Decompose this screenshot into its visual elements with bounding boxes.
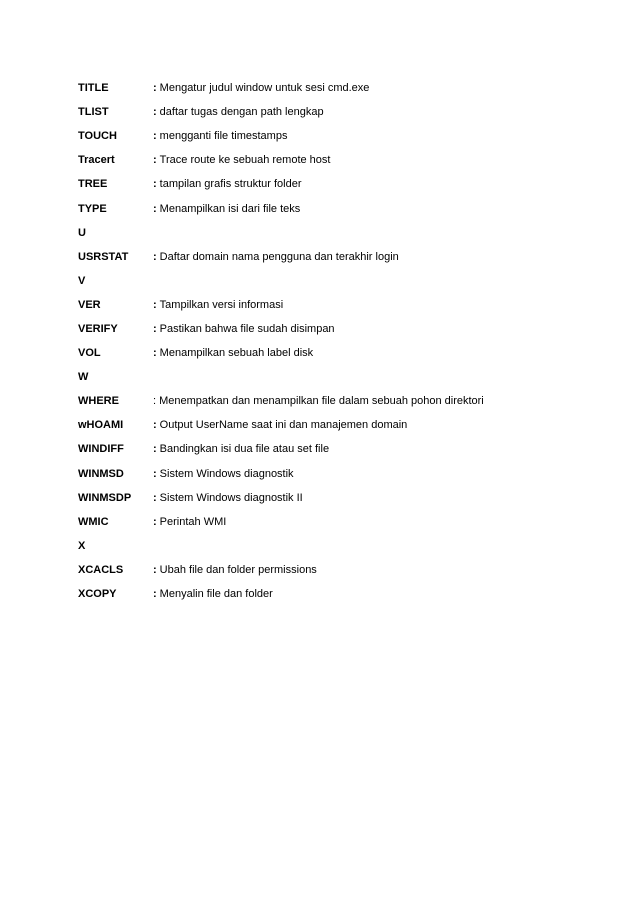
list-item bbox=[78, 437, 618, 461]
command-name: TREE bbox=[78, 178, 108, 191]
command-description: Mengatur judul window untuk sesi cmd.exe bbox=[159, 82, 370, 95]
list-item bbox=[78, 389, 618, 413]
command-list bbox=[78, 76, 618, 606]
command-description: Trace route ke sebuah remote host bbox=[159, 154, 331, 167]
section-letter-label: V bbox=[78, 274, 86, 287]
separator: : bbox=[153, 419, 157, 432]
separator: : bbox=[153, 515, 157, 528]
section-letter bbox=[78, 269, 618, 293]
list-item bbox=[78, 76, 618, 100]
section-letter-label: U bbox=[78, 226, 86, 239]
separator: : bbox=[153, 298, 157, 311]
separator: : bbox=[153, 443, 157, 456]
separator: : bbox=[153, 178, 157, 191]
command-description: Tampilkan versi informasi bbox=[159, 298, 284, 311]
separator: : bbox=[153, 322, 157, 335]
command-description: Bandingkan isi dua file atau set file bbox=[159, 443, 330, 456]
list-item bbox=[78, 124, 618, 148]
command-name: USRSTAT bbox=[78, 250, 129, 263]
command-name: WINDIFF bbox=[78, 443, 124, 456]
separator: : bbox=[153, 467, 157, 480]
command-name: wHOAMI bbox=[78, 419, 124, 432]
list-item bbox=[78, 486, 618, 510]
command-description: Menampilkan isi dari file teks bbox=[159, 202, 301, 215]
command-description: Ubah file dan folder permissions bbox=[159, 563, 317, 576]
separator: : bbox=[153, 130, 157, 143]
command-description: Menyalin file dan folder bbox=[159, 588, 273, 601]
section-letter bbox=[78, 221, 618, 245]
list-item bbox=[78, 341, 618, 365]
command-description: tampilan grafis struktur folder bbox=[159, 178, 302, 191]
command-name: WINMSDP bbox=[78, 491, 132, 504]
command-description: Output UserName saat ini dan manajemen domain bbox=[159, 419, 408, 432]
command-name: WHERE bbox=[78, 395, 119, 408]
separator: : bbox=[153, 202, 157, 215]
command-name: XCOPY bbox=[78, 588, 117, 601]
command-description: Sistem Windows diagnostik II bbox=[159, 491, 303, 504]
separator: : bbox=[153, 588, 157, 601]
command-description: Menempatkan dan menampilkan file dalam sebuah pohon direktori bbox=[159, 395, 484, 408]
list-item bbox=[78, 293, 618, 317]
section-letter bbox=[78, 534, 618, 558]
command-name: WMIC bbox=[78, 515, 109, 528]
separator: : bbox=[153, 563, 157, 576]
command-description: daftar tugas dengan path lengkap bbox=[159, 106, 324, 119]
separator: : bbox=[153, 491, 157, 504]
section-letter-label: X bbox=[78, 539, 86, 552]
command-name: Tracert bbox=[78, 154, 115, 167]
command-name: TLIST bbox=[78, 106, 109, 119]
command-description: Menampilkan sebuah label disk bbox=[159, 347, 314, 360]
list-item bbox=[78, 196, 618, 220]
command-name: VOL bbox=[78, 347, 101, 360]
section-letter-label: W bbox=[78, 371, 89, 384]
list-item bbox=[78, 510, 618, 534]
list-item bbox=[78, 558, 618, 582]
command-name: TYPE bbox=[78, 202, 107, 215]
separator: : bbox=[153, 154, 157, 167]
command-name: VER bbox=[78, 298, 101, 311]
list-item bbox=[78, 462, 618, 486]
list-item bbox=[78, 245, 618, 269]
command-description: Daftar domain nama pengguna dan terakhir login bbox=[159, 250, 399, 263]
list-item bbox=[78, 172, 618, 196]
command-name: TOUCH bbox=[78, 130, 117, 143]
command-description: mengganti file timestamps bbox=[159, 130, 288, 143]
list-item bbox=[78, 582, 618, 606]
command-description: Sistem Windows diagnostik bbox=[159, 467, 294, 480]
command-description: Perintah WMI bbox=[159, 515, 227, 528]
section-letter bbox=[78, 365, 618, 389]
list-item bbox=[78, 317, 618, 341]
command-description: Pastikan bahwa file sudah disimpan bbox=[159, 322, 335, 335]
list-item bbox=[78, 148, 618, 172]
command-name: XCACLS bbox=[78, 563, 124, 576]
separator: : bbox=[153, 347, 157, 360]
separator: : bbox=[153, 106, 157, 119]
separator: : bbox=[153, 395, 157, 408]
list-item bbox=[78, 413, 618, 437]
command-name: VERIFY bbox=[78, 322, 118, 335]
command-name: WINMSD bbox=[78, 467, 124, 480]
separator: : bbox=[153, 82, 157, 95]
separator: : bbox=[153, 250, 157, 263]
command-name: TITLE bbox=[78, 82, 109, 95]
list-item bbox=[78, 100, 618, 124]
